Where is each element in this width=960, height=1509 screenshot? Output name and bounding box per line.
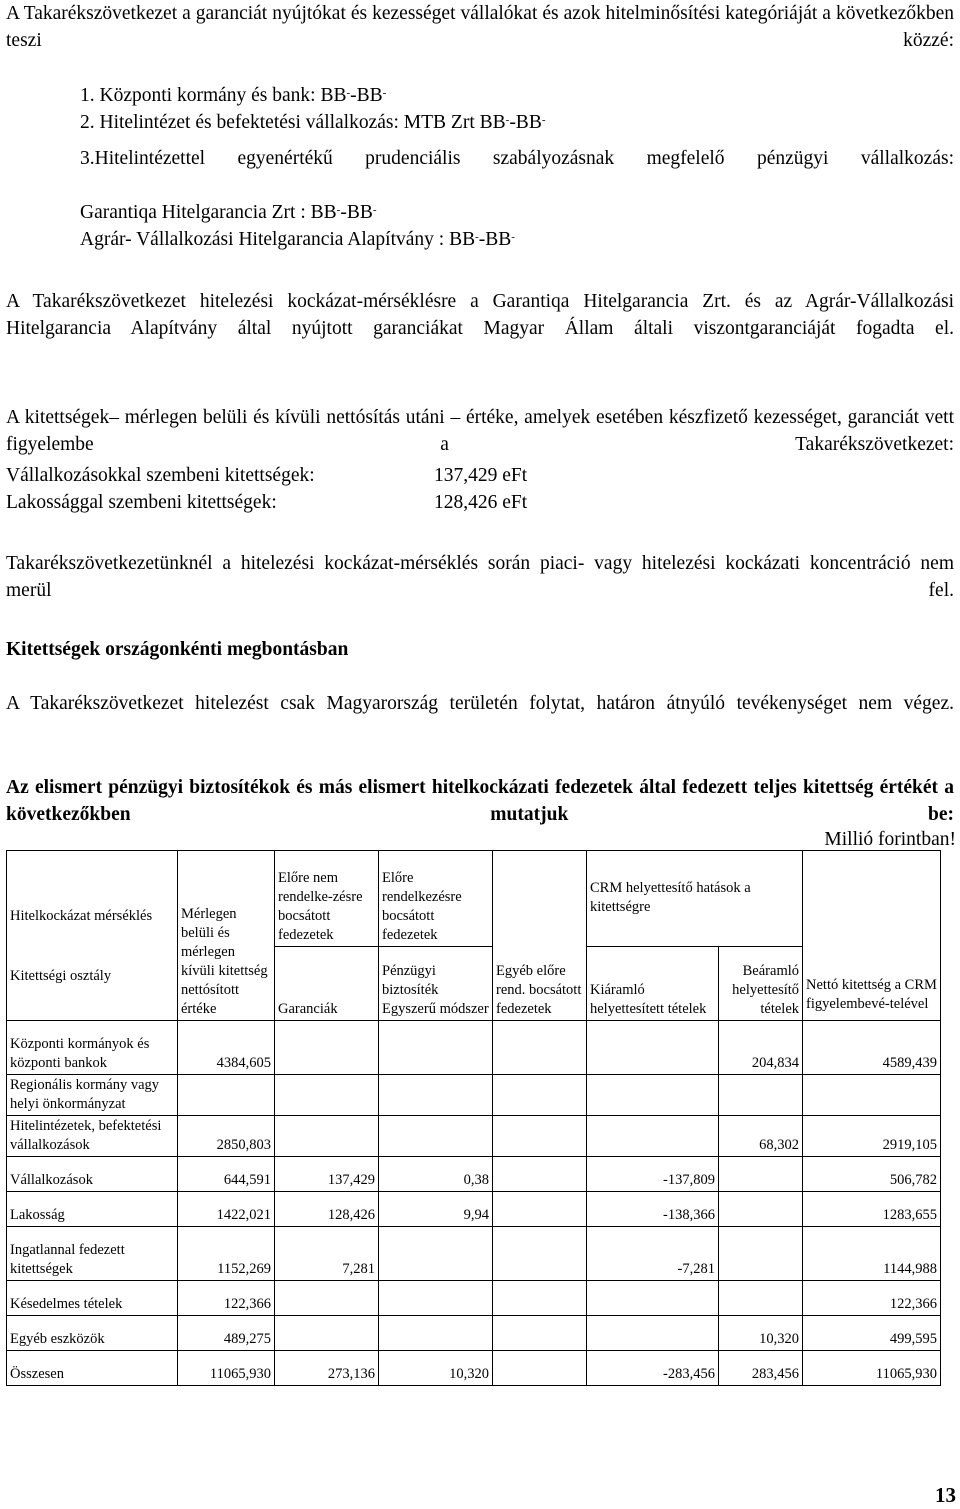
page-number: 13	[935, 1483, 956, 1507]
table-row	[7, 1227, 941, 1281]
row-label: Hitelintézetek, befektetési vállalkozások	[7, 1116, 178, 1157]
cell: 137,429	[275, 1157, 379, 1192]
cell: -7,281	[587, 1227, 719, 1281]
table-row	[7, 1192, 941, 1227]
header-other-funded: Egyéb előre rend. bocsátott fedezetek	[493, 851, 587, 1021]
cell: 10,320	[379, 1351, 493, 1386]
cell	[719, 1157, 803, 1192]
table-row	[7, 1116, 941, 1157]
exposure-label: Lakossággal szembeni kitettségek:	[6, 492, 277, 513]
cell: 68,302	[719, 1116, 803, 1157]
cell: 2850,803	[178, 1116, 275, 1157]
row-label: Összesen	[7, 1351, 178, 1386]
unit-note: Millió forintban!	[824, 829, 956, 850]
row-label: Ingatlannal fedezett kitettségek	[7, 1227, 178, 1281]
exposure-values	[6, 462, 706, 516]
cell: 122,366	[803, 1281, 941, 1316]
header-funded: Előre rendelkezésre bocsátott fedezetek	[379, 851, 493, 947]
cell: 644,591	[178, 1157, 275, 1192]
cell	[493, 1075, 587, 1116]
cell	[493, 1021, 587, 1075]
cell	[587, 1281, 719, 1316]
header-balance: Mérlegen belüli és mérlegen kívüli kitettség nettósított értéke	[178, 851, 275, 1021]
list-item: 2. Hitelintézet és befektetési vállalkozás: MTB Zrt BB--BB-	[80, 112, 546, 133]
cell: -283,456	[587, 1351, 719, 1386]
cell	[493, 1351, 587, 1386]
country-paragraph: A Takarékszövetkezet hitelezést csak Magyarország területén folytat, határon átnyúló tevékenységet nem végez.	[6, 693, 954, 714]
cell	[275, 1116, 379, 1157]
list-item-3: 3.Hitelintézettel egyenértékű prudenciális szabályozásnak megfelelő pénzügyi vállalkozás:	[80, 148, 954, 169]
cell: 0,38	[379, 1157, 493, 1192]
header-exposure-class: Kitettségi osztály	[10, 968, 112, 984]
table-row	[7, 1157, 941, 1192]
cell	[379, 1281, 493, 1316]
cell: 11065,930	[178, 1351, 275, 1386]
header-inflow: Beáramló helyettesítő tételek	[719, 947, 803, 1021]
cell	[493, 1192, 587, 1227]
row-label: Vállalkozások	[7, 1157, 178, 1192]
exposure-paragraph: A kitettségek– mérlegen belüli és kívüli nettósítás utáni – értéke, amelyek esetében készfizető kezességet, garanciát vett figyelembe a Takarékszövetkezet:	[6, 407, 954, 455]
row-label: Egyéb eszközök	[7, 1316, 178, 1351]
cell: 1152,269	[178, 1227, 275, 1281]
table-row	[7, 1021, 941, 1075]
row-label: Központi kormányok és központi bankok	[7, 1021, 178, 1075]
cell	[275, 1316, 379, 1351]
cell	[493, 1281, 587, 1316]
cell	[493, 1227, 587, 1281]
cell: 2919,105	[803, 1116, 941, 1157]
cell: 4384,605	[178, 1021, 275, 1075]
cell	[379, 1021, 493, 1075]
cell	[379, 1227, 493, 1281]
cell: 204,834	[719, 1021, 803, 1075]
concentration-paragraph: Takarékszövetkezetünknél a hitelezési kockázat-mérséklés során piaci- vagy hitelezési kockázati koncentráció nem merül fel.	[6, 553, 954, 601]
cell	[493, 1116, 587, 1157]
row-label: Regionális kormány vagy helyi önkormányzat	[7, 1075, 178, 1116]
cell	[379, 1116, 493, 1157]
guarantee-paragraph: A Takarékszövetkezet hitelezési kockázat-mérséklésre a Garantiqa Hitelgarancia Zrt. és az Agrár-Vállalkozási Hitelgarancia Alapítvány által nyújtott garanciákat Magyar Állam általi viszontgaranciáját fogadta el.	[6, 291, 954, 339]
cell: 122,366	[178, 1281, 275, 1316]
list-item: 1. Központi kormány és bank: BB--BB-	[80, 85, 387, 106]
table-row-total	[7, 1351, 941, 1386]
cell	[803, 1075, 941, 1116]
cell: 4589,439	[803, 1021, 941, 1075]
section-heading: Kitettségek országonkénti megbontásban	[6, 639, 349, 660]
header-financial-collateral: Pénzügyi biztosíték Egyszerű módszer	[379, 947, 493, 1021]
cell: 11065,930	[803, 1351, 941, 1386]
cell: 499,595	[803, 1316, 941, 1351]
cell	[719, 1192, 803, 1227]
cell: 7,281	[275, 1227, 379, 1281]
cell	[719, 1227, 803, 1281]
table-heading: Az elismert pénzügyi biztosítékok és más elismert hitelkockázati fedezetek által fedezett teljes kitettség értékét a következőkben mutatjuk be:	[6, 777, 954, 825]
cell: 506,782	[803, 1157, 941, 1192]
list-item: Agrár- Vállalkozási Hitelgarancia Alapítvány : BB--BB-	[80, 229, 515, 250]
cell: 283,456	[719, 1351, 803, 1386]
exposure-label: Vállalkozásokkal szembeni kitettségek:	[6, 465, 315, 486]
row-label: Lakosság	[7, 1192, 178, 1227]
cell	[719, 1075, 803, 1116]
cell	[275, 1021, 379, 1075]
header-class	[7, 851, 178, 1021]
cell	[587, 1075, 719, 1116]
cell: 10,320	[719, 1316, 803, 1351]
header-unfunded: Előre nem rendelke-zésre bocsátott fedezetek	[275, 851, 379, 947]
cell: -137,809	[587, 1157, 719, 1192]
intro-paragraph: A Takarékszövetkezet a garanciát nyújtókat és kezességet vállalókat és azok hitelminősítési kategóriáját a következőkben teszi közzé:	[6, 3, 954, 51]
cell	[587, 1021, 719, 1075]
cell	[587, 1316, 719, 1351]
cell: 1422,021	[178, 1192, 275, 1227]
table-row	[7, 1316, 941, 1351]
header-net: Nettó kitettség a CRM figyelembevé-telével	[803, 851, 941, 1021]
cell	[719, 1281, 803, 1316]
cell	[493, 1316, 587, 1351]
row-label: Késedelmes tételek	[7, 1281, 178, 1316]
cell: 273,136	[275, 1351, 379, 1386]
header-risk-mitigation: Hitelkockázat mérséklés	[10, 908, 153, 924]
list-item: Garantiqa Hitelgarancia Zrt : BB--BB-	[80, 202, 377, 223]
header-guarantee: Garanciák	[275, 947, 379, 1021]
exposure-value: 137,429 eFt	[434, 465, 528, 486]
rating-list	[80, 82, 960, 136]
header-outflow: Kiáramló helyettesített tételek	[587, 947, 719, 1021]
header-crm: CRM helyettesítő hatások a kitettségre	[587, 851, 803, 947]
cell	[379, 1075, 493, 1116]
cell	[178, 1075, 275, 1116]
guarantor-list	[80, 199, 950, 253]
cell: 128,426	[275, 1192, 379, 1227]
cell	[493, 1157, 587, 1192]
table-row	[7, 1281, 941, 1316]
cell: 9,94	[379, 1192, 493, 1227]
crm-table	[6, 850, 940, 1386]
cell	[379, 1316, 493, 1351]
cell: 489,275	[178, 1316, 275, 1351]
cell: 1283,655	[803, 1192, 941, 1227]
cell	[587, 1116, 719, 1157]
cell: 1144,988	[803, 1227, 941, 1281]
exposure-value: 128,426 eFt	[434, 492, 528, 513]
cell	[275, 1281, 379, 1316]
cell	[275, 1075, 379, 1116]
cell: -138,366	[587, 1192, 719, 1227]
table-row	[7, 1075, 941, 1116]
